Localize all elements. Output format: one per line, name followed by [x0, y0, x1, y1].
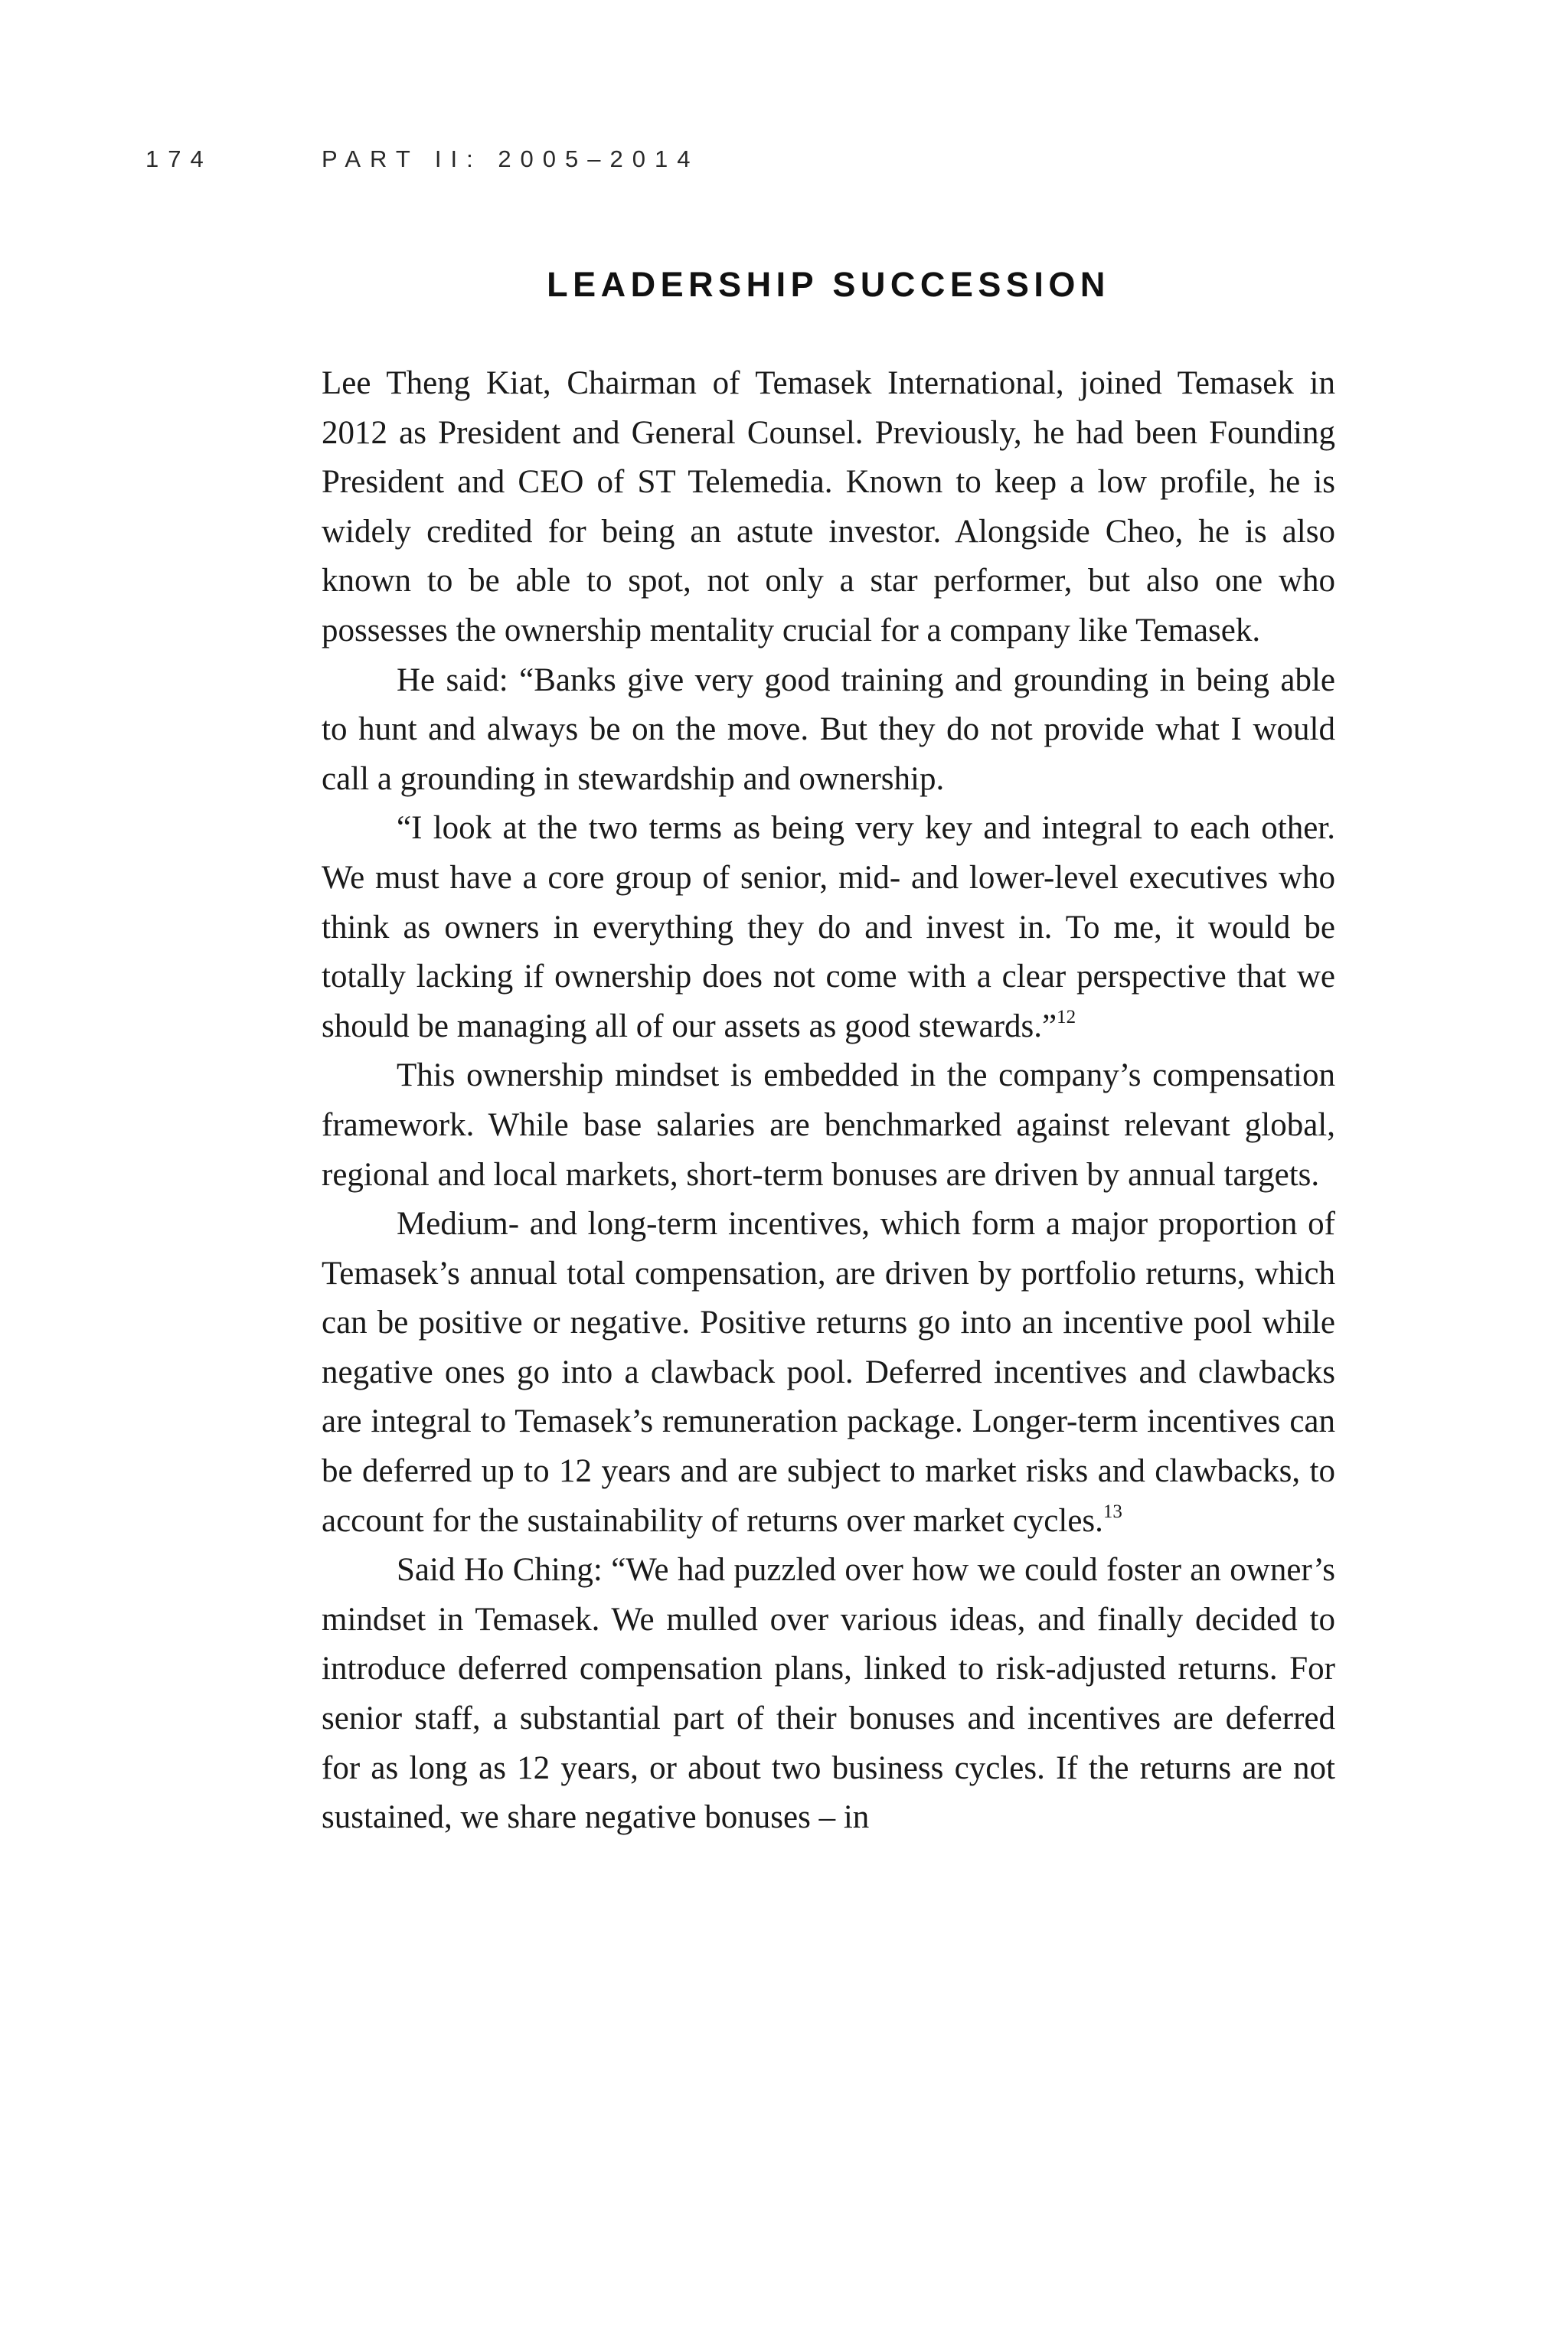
running-head: [145, 144, 1370, 175]
paragraph-3: [322, 804, 1335, 1051]
paragraph-2: [322, 656, 1335, 805]
paragraph-4: [322, 1051, 1335, 1200]
paragraph-5: [322, 1200, 1335, 1546]
part-title: PART II: 2005–2014: [322, 145, 700, 172]
paragraph-text: “I look at the two terms as being very key and integral to each other. We must have a core group of senior, mid- and lower-level executives who think as owners in everything they do and invest in. To me, it would be totally lacking if ownership does not come with a clear perspective that we should be managing all of our assets as good stewards.”: [322, 810, 1335, 1044]
section-heading: LEADERSHIP SUCCESSION: [547, 265, 1110, 304]
footnote-marker: 13: [1102, 1501, 1122, 1522]
paragraph-text: Medium- and long-term incentives, which form a major proportion of Temasek’s annual total compensation, are driven by portfolio returns, which can be positive or negative. Positive returns go into an incentive pool while negative ones go into a clawback pool. Deferred incentives and clawbacks are integral to Temasek’s remuneration package. Longer-term incentives can be deferred up to 12 years and are subject to market risks and clawbacks, to account for the sustainability of returns over market cycles.: [322, 1206, 1335, 1539]
paragraph-text: Lee Theng Kiat, Chairman of Temasek International, joined Temasek in 2012 as President and General Counsel. Previously, he had been Founding President and CEO of ST Telemedia. Known to keep a low profile, he is widely credited for being an astute investor. Alongside Cheo, he is also known to be able to spot, not only a star performer, but also one who possesses the ownership mentality crucial for a company like Temasek.: [322, 365, 1335, 648]
paragraph-text: He said: “Banks give very good training and grounding in being able to hunt and always be on the move. But they do not provide what I would call a grounding in stewardship and ownership.: [322, 662, 1335, 797]
page-number: 174: [145, 145, 213, 172]
body-text: [322, 359, 1335, 1843]
footnote-marker: 12: [1057, 1006, 1076, 1027]
paragraph-text: This ownership mindset is embedded in the company’s compensation framework. While base salaries are benchmarked against relevant global, regional and local markets, short-term bonuses are driven by annual targets.: [322, 1057, 1335, 1193]
paragraph-text: Said Ho Ching: “We had puzzled over how we could foster an owner’s mindset in Temasek. We mulled over various ideas, and finally decided to introduce deferred compensation plans, linked to risk-adjusted returns. For senior staff, a substantial part of their bonuses and incentives are deferred for as long as 12 years, or about two business cycles. If the returns are not sustained, we share negative bonuses – in: [322, 1552, 1335, 1836]
paragraph-1: [322, 359, 1335, 656]
paragraph-6: [322, 1546, 1335, 1843]
